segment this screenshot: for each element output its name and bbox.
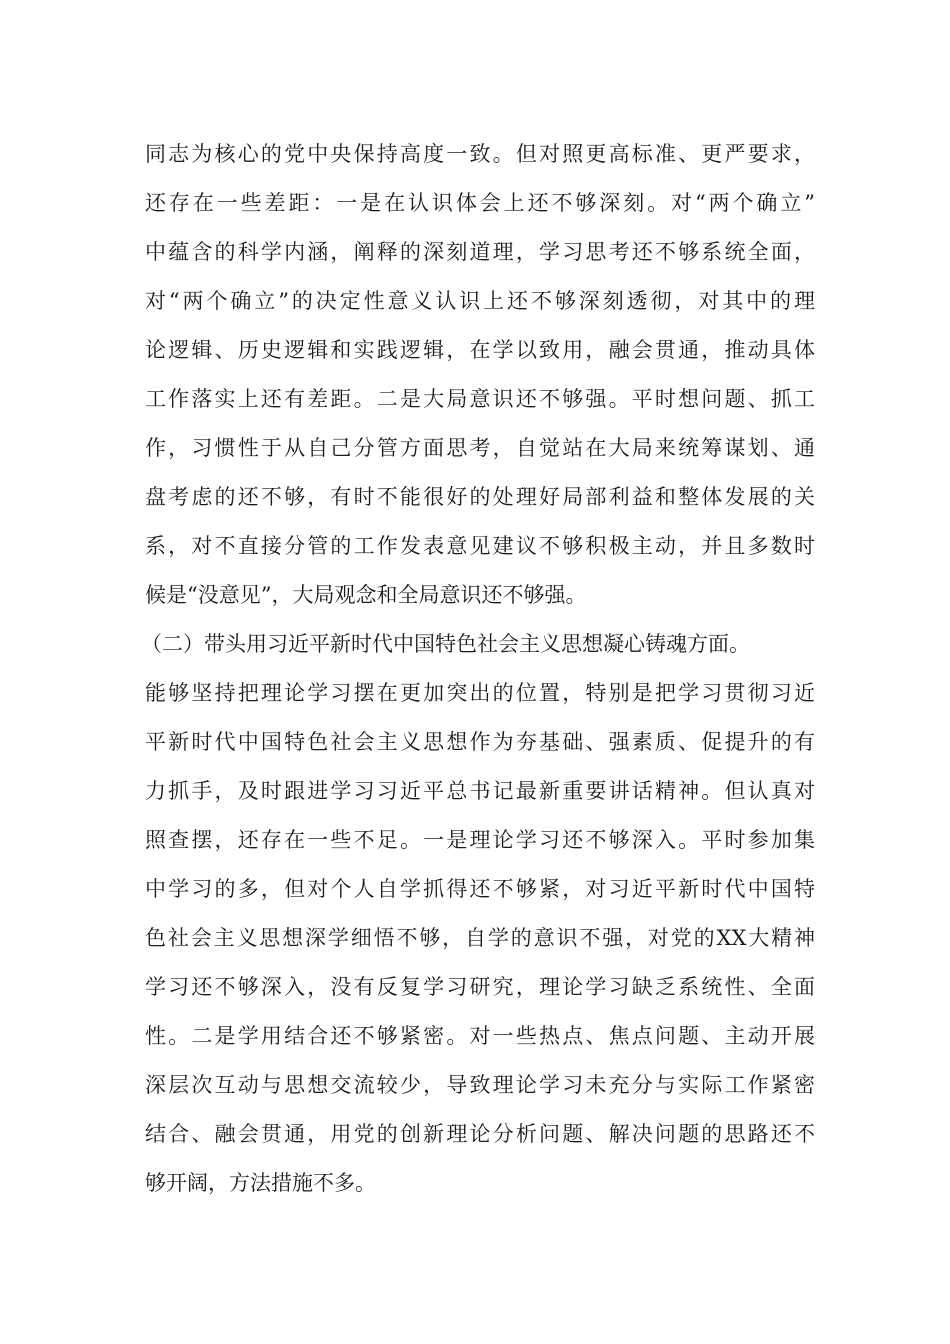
text-line: 力抓手，及时跟进学习习近平总书记最新重要讲话精神。但认真对 bbox=[145, 779, 815, 803]
text-line: 深层次互动与思想交流较少，导致理论学习未充分与实际工作紧密 bbox=[145, 1073, 815, 1097]
text-line: 学习还不够深入，没有反复学习研究，理论学习缺乏系统性、全面 bbox=[145, 975, 815, 999]
text-line: 平新时代中国特色社会主义思想作为夯基础、强素质、促提升的有 bbox=[145, 730, 815, 754]
text-line: 盘考虑的还不够，有时不能很好的处理好局部利益和整体发展的关 bbox=[145, 485, 815, 509]
text-line: 工作落实上还有差距。二是大局意识还不够强。平时想问题、抓工 bbox=[145, 387, 815, 411]
section-heading: （二）带头用习近平新时代中国特色社会主义思想凝心铸魂方面。 bbox=[141, 632, 750, 656]
document-body bbox=[141, 130, 815, 1208]
text-line: 结合、融会贯通，用党的创新理论分析问题、解决问题的思路还不 bbox=[145, 1122, 815, 1146]
text-line: 系，对不直接分管的工作发表意见建议不够积极主动，并且多数时 bbox=[145, 534, 815, 558]
text-line: 色社会主义思想深学细悟不够，自学的意识不强，对党的XX大精神 bbox=[145, 926, 815, 950]
text-line: 同志为核心的党中央保持高度一致。但对照更高标准、更严要求， bbox=[145, 142, 815, 166]
paragraph-continued bbox=[145, 130, 815, 620]
text-line: 能够坚持把理论学习摆在更加突出的位置，特别是把学习贯彻习近 bbox=[145, 681, 815, 705]
text-line: 还存在一些差距：一是在认识体会上还不够深刻。对“两个确立” bbox=[145, 191, 815, 215]
paragraph-section-2 bbox=[141, 620, 815, 1208]
text-line: 性。二是学用结合还不够紧密。对一些热点、焦点问题、主动开展 bbox=[145, 1024, 815, 1048]
text-line: 对“两个确立”的决定性意义认识上还不够深刻透彻，对其中的理 bbox=[145, 289, 815, 313]
text-line: 中蕴含的科学内涵，阐释的深刻道理，学习思考还不够系统全面， bbox=[145, 240, 815, 264]
text-line: 候是“没意见”，大局观念和全局意识还不够强。 bbox=[145, 583, 587, 607]
text-line: 照查摆，还存在一些不足。一是理论学习还不够深入。平时参加集 bbox=[145, 828, 815, 852]
text-line: 论逻辑、历史逻辑和实践逻辑，在学以致用，融会贯通，推动具体 bbox=[145, 338, 815, 362]
text-line: 够开阔，方法措施不多。 bbox=[145, 1171, 376, 1195]
text-line: 中学习的多，但对个人自学抓得还不够紧，对习近平新时代中国特 bbox=[145, 877, 815, 901]
text-line: 作，习惯性于从自己分管方面思考，自觉站在大局来统筹谋划、通 bbox=[145, 436, 815, 460]
